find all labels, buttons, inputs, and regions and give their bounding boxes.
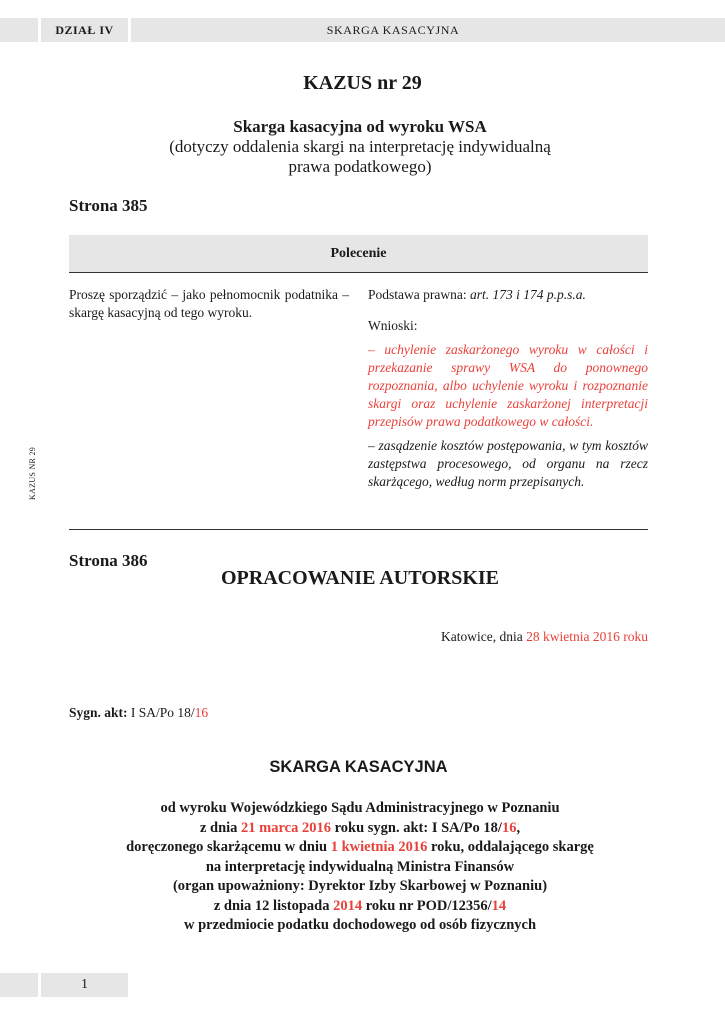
skarga-line-1: od wyroku Wojewódzkiego Sądu Administracyjnego w Poznaniu [160,800,560,816]
subtitle-line-2: prawa podatkowego) [288,157,432,176]
skarga-l2-date: 21 marca 2016 [241,819,331,836]
skarga-l3-date: 1 kwietnia 2016 [330,839,428,855]
sygn-year: 16 [194,705,209,720]
legal-basis-value: art. 173 i 174 p.p.s.a. [469,287,586,302]
footer-band-left [0,973,38,997]
place-date [441,629,648,645]
skarga-line-2 [40,819,680,839]
skarga-line-6 [40,897,680,917]
skarga-title: SKARGA KASACYJNA [269,758,448,776]
task-details [368,286,648,491]
page-reference-386: Strona 386 [69,551,148,570]
skarga-l6-b: roku nr POD/12356/ [362,897,492,914]
case-subtitle [100,117,620,177]
case-signature [69,705,208,721]
skarga-line-4: na interpretację indywidualną Ministra Finansów [205,858,515,875]
header-title: SKARGA KASACYJNA [131,18,725,42]
skarga-l2-a: z dnia [199,819,242,836]
skarga-l6-year: 2014 [333,897,363,914]
legal-basis-label: Podstawa prawna: [368,287,467,302]
skarga-l2-b: roku sygn. akt: I SA/Po 18/ [330,819,502,836]
skarga-line-7: w przedmiocie podatku dochodowego od osób fizycznych [183,917,537,933]
skarga-l3-a: doręczonego skarżącemu w dniu [126,839,331,855]
place-date-date: 28 kwietnia 2016 roku [526,629,648,644]
wniosek-2: – zasądzenie kosztów postępowania, w tym kosztów zastępstwa procesowego, od organu na rzecz skarżącego, według norm przepisanych. [368,438,648,489]
wniosek-1: – uchylenie zaskarżonego wyroku w całości i przekazanie sprawy WSA do ponownego rozpoznania, albo uchylenie wyroku i rozpoznanie skargi oraz uchylenie zaskarżonej interpretacji przepisów prawa podatkowego w całości. [368,342,648,429]
task-instruction: Proszę sporządzić – jako pełnomocnik podatnika – skargę kasacyjną od tego wyroku. [69,287,349,320]
subtitle-main: Skarga kasacyjna od wyroku WSA [233,117,487,136]
case-title: KAZUS nr 29 [303,72,422,94]
skarga-l6-a: z dnia 12 listopada [213,897,334,914]
subtitle-line-1: (dotyczy oddalenia skargi na interpretację indywidualną [169,137,551,156]
skarga-body [40,799,680,936]
legal-basis [368,286,648,304]
wnioski-label: Wnioski: [368,318,418,333]
side-running-label: KAZUS NR 29 [28,446,37,500]
skarga-line-3 [40,838,680,858]
page-number: 1 [41,973,128,997]
skarga-l6-y2: 14 [491,897,507,914]
skarga-l2-c: , [516,819,521,836]
section-title: OPRACOWANIE AUTORSKIE [220,567,500,589]
task-table-bottom-rule [69,529,648,530]
task-table-header: Polecenie [69,235,648,273]
sygn-label: Sygn. akt: [69,705,128,720]
header-band-left [0,18,38,42]
sygn-value: I SA/Po 18/ [130,705,195,720]
page-reference-385: Strona 385 [69,196,148,215]
header-section-label: DZIAŁ IV [41,18,128,42]
skarga-line-5: (organ upoważniony: Dyrektor Izby Skarbowej w Poznaniu) [172,878,548,894]
place-date-prefix: Katowice, dnia [441,629,527,644]
skarga-l2-year: 16 [501,819,517,836]
skarga-l3-b: roku, oddalającego skargę [427,839,594,855]
